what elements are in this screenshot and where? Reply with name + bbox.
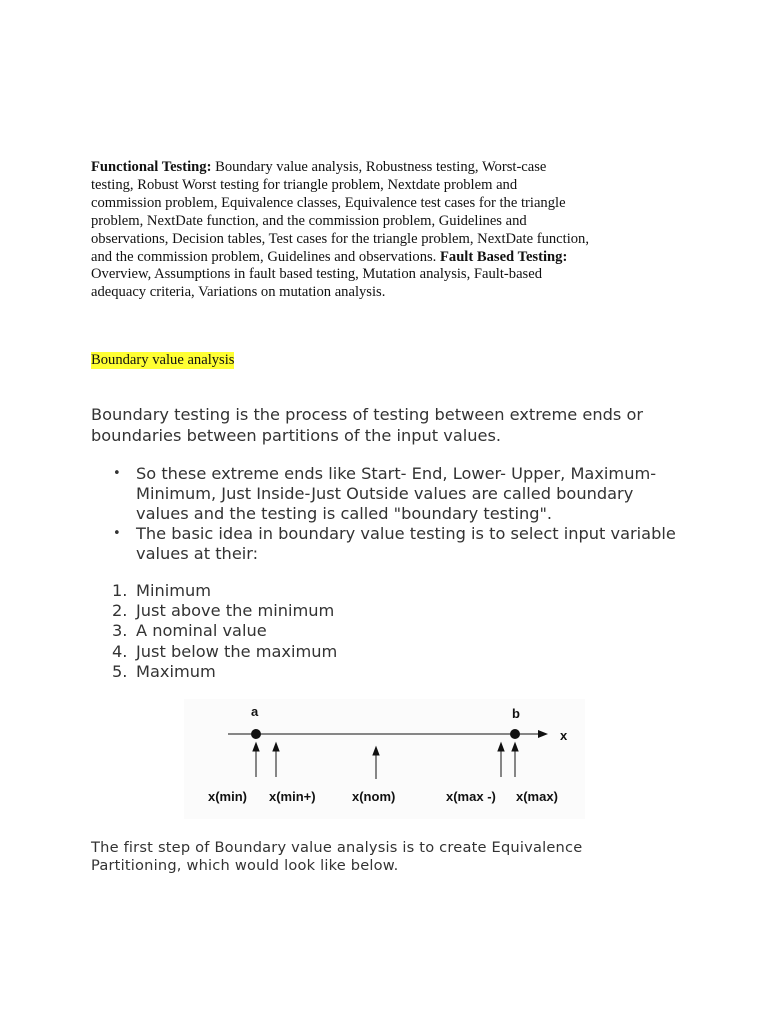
list-text: A nominal value — [136, 621, 267, 641]
label-xmin-plus: x(min+) — [269, 789, 316, 804]
bullet-text: The basic idea in boundary value testing is to select input variable values at their: — [136, 524, 676, 563]
point-b-label: b — [512, 706, 520, 721]
list-number: 5. — [112, 661, 128, 681]
functional-testing-label: Functional Testing: — [91, 159, 212, 175]
axis-arrowhead — [538, 730, 548, 738]
point-b-dot — [510, 729, 520, 739]
boundary-testing-paragraph: Boundary testing is the process of testing between extreme ends or boundaries between partitions of the input values. — [91, 405, 644, 445]
list-number: 4. — [112, 641, 128, 661]
list-item — [91, 581, 337, 601]
bullet-text: So these extreme ends like Start- End, Lower- Upper, Maximum-Minimum, Just Inside-Just Outside values are called boundary values and the testing is called "boundary testing". — [136, 464, 657, 523]
list-text: Just above the minimum — [136, 601, 335, 621]
list-number: 1. — [112, 581, 128, 600]
list-number: 2. — [112, 601, 128, 621]
section-heading-wrap — [91, 351, 234, 369]
list-item — [91, 601, 337, 621]
numbered-list — [91, 581, 337, 682]
intro-paragraph — [91, 159, 591, 302]
label-xmax: x(max) — [516, 789, 558, 804]
bullet-list — [91, 464, 691, 564]
list-item — [91, 662, 337, 682]
boundary-diagram-svg — [184, 699, 585, 819]
label-xmax-minus: x(max -) — [446, 789, 496, 804]
bullet-dot: • — [113, 526, 121, 541]
section-heading: Boundary value analysis — [91, 352, 235, 368]
bullet-item — [91, 524, 691, 564]
functional-testing-text: Boundary value analysis, Robustness testing, Worst-case testing, Robust Worst testing for triangle problem, Nextdate problem and commission problem, Equivalence classes, Equivalence test cases for the triangle problem, NextDate function, and the commission problem, Guidelines and observations, Decision tables, Test cases for the triangle problem, NextDate function, and the commission problem, Guidelines and observations. — [91, 159, 589, 265]
equivalence-partitioning-paragraph: The first step of Boundary value analysis is to create Equivalence Partitioning, which would look like below. — [91, 839, 583, 874]
label-xnom: x(nom) — [352, 789, 396, 804]
arrow-xnom-head — [373, 747, 379, 755]
arrow-xmin-plus-head — [273, 743, 279, 751]
arrow-xmin-head — [253, 743, 259, 751]
bullet-dot: • — [113, 466, 121, 481]
list-number: 3. — [112, 621, 128, 641]
list-text: Just below the maximum — [136, 641, 338, 661]
list-item — [91, 621, 337, 641]
list-item — [91, 642, 337, 662]
point-a-label: a — [251, 704, 259, 719]
fault-based-testing-label: Fault Based Testing: — [439, 248, 568, 265]
label-xmin: x(min) — [208, 789, 247, 804]
boundary-diagram — [184, 699, 585, 819]
bullet-item — [91, 464, 691, 524]
fault-based-testing-text: Overview, Assumptions in fault based testing, Mutation analysis, Fault-based adequacy criteria, Variations on mutation analysis. — [91, 266, 542, 301]
arrow-xmax-minus-head — [498, 743, 504, 751]
point-a-dot — [251, 729, 261, 739]
list-text: Maximum — [136, 661, 216, 681]
axis-x-label: x — [560, 728, 568, 743]
list-text: Minimum — [136, 581, 212, 600]
arrow-xmax-head — [512, 743, 518, 751]
